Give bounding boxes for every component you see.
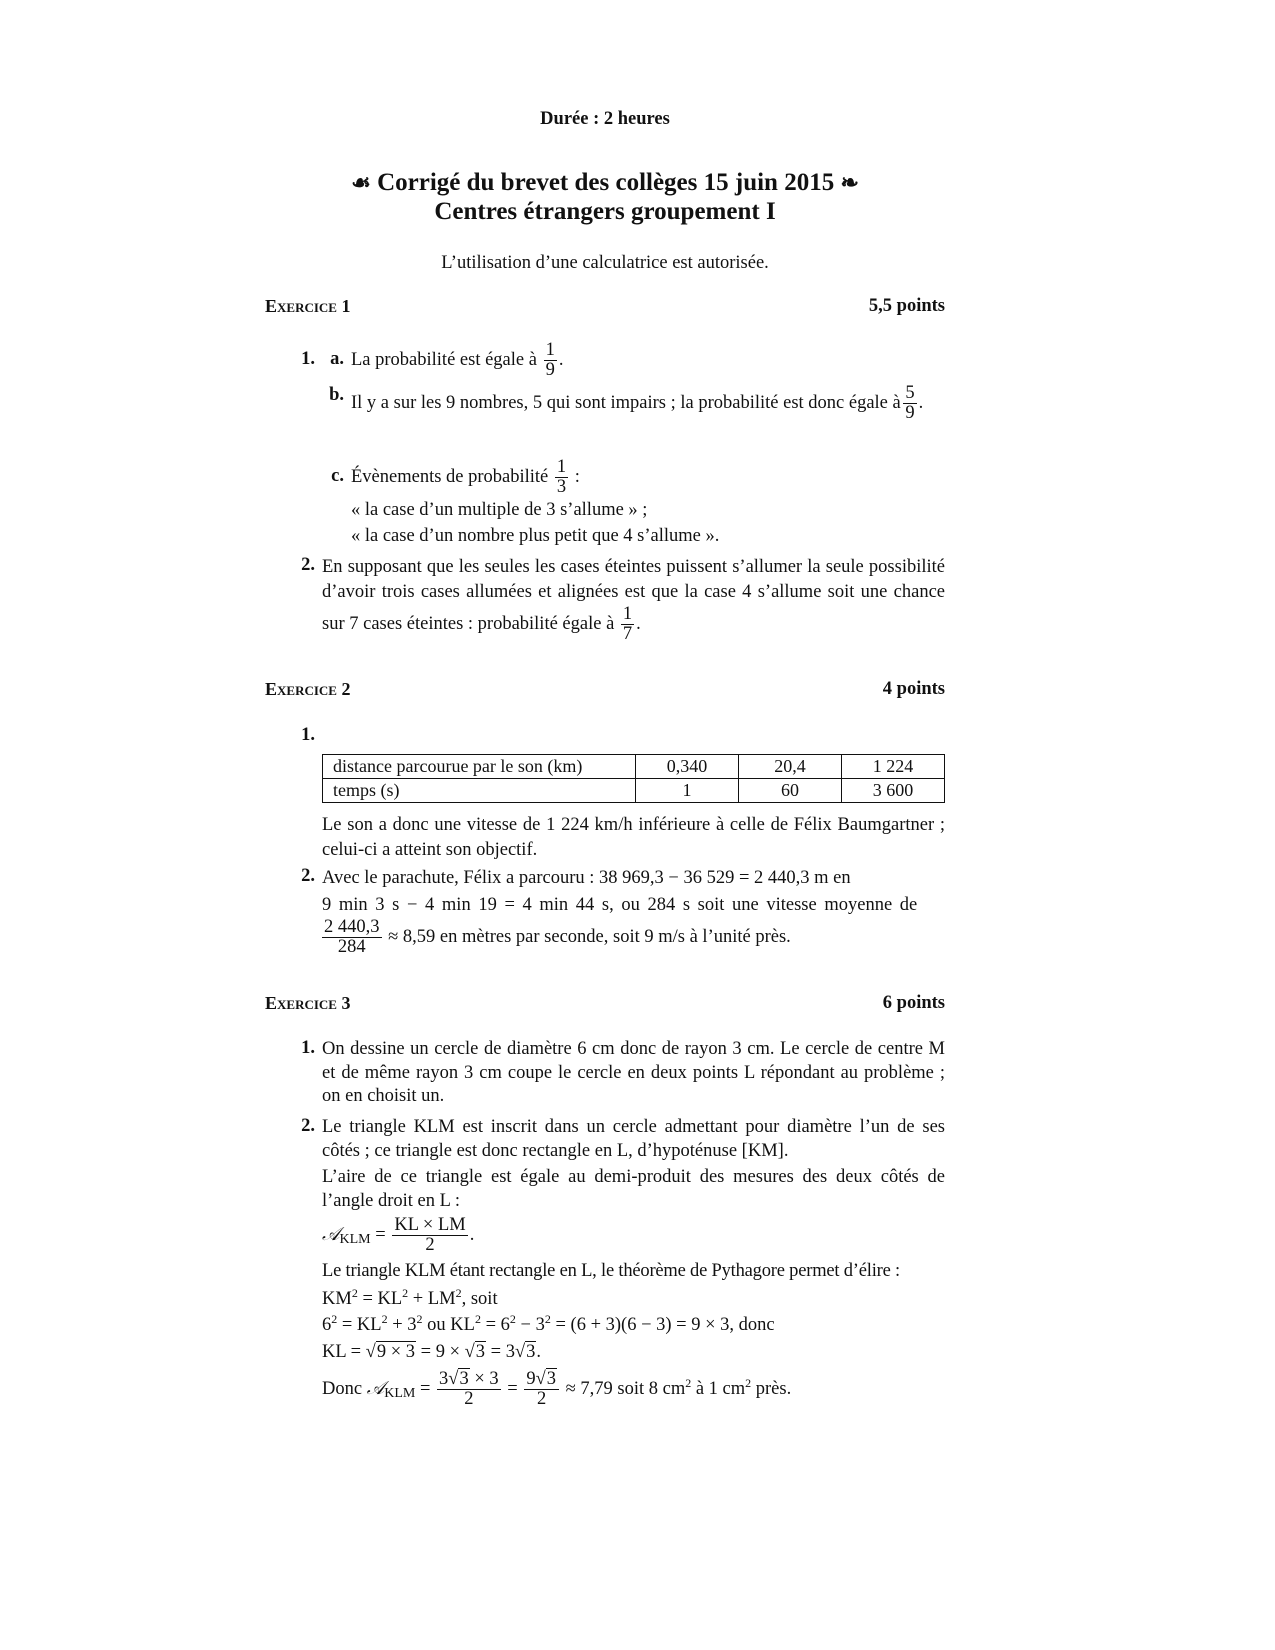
fraction	[392, 1216, 467, 1255]
table-cell: 20,4	[739, 755, 842, 779]
table-cell: 60	[739, 779, 842, 803]
fraction	[437, 1370, 501, 1409]
ornament-right-icon: ❧	[840, 170, 859, 195]
area-subscript: KLM	[339, 1232, 371, 1247]
table-cell: 3 600	[842, 779, 945, 803]
area-symbol: 𝒜	[322, 1224, 340, 1245]
fraction	[544, 341, 557, 380]
equation-1	[322, 1287, 945, 1312]
text-segment: KM	[322, 1289, 352, 1309]
question-number: 1.	[301, 1038, 315, 1058]
text-segment: 9	[526, 1369, 536, 1390]
table-cell: 1 224	[842, 755, 945, 779]
square-root: √9 × 3	[365, 1342, 416, 1362]
radicand: 3	[546, 1369, 556, 1390]
fraction	[621, 605, 634, 644]
denominator: 9	[545, 360, 555, 381]
exercise-1-heading	[265, 296, 945, 317]
numerator: 1	[556, 457, 567, 478]
equals: =	[507, 1379, 518, 1399]
exercise-points: 6 points	[882, 993, 945, 1013]
text-segment: = KL	[337, 1315, 382, 1335]
event-2: « la case d’un nombre plus petit que 4 s’allume ».	[351, 526, 720, 546]
text-segment: Donc	[322, 1379, 363, 1399]
text-segment: = (6 + 3)(6 − 3) = 9 × 3, donc	[550, 1315, 775, 1335]
text-segment: KL =	[322, 1342, 362, 1362]
superscript: 2	[544, 1311, 551, 1326]
denominator: 3	[556, 477, 567, 498]
superscript: 2	[381, 1311, 388, 1326]
pythagore-text: Le triangle KLM étant rectangle en L, le théorème de Pythagore permet d’élire :	[322, 1261, 900, 1281]
text-segment: ou KL	[422, 1315, 475, 1335]
answer-text: En supposant que les seules les cases éteintes puissent s’allumer la seule possibilité d’avoir trois cases allumées et alignées est que la case 4 s’allume soit une chance sur 7 cases éteintes : probabilité égale à	[322, 557, 945, 634]
answer-text: Évènements de probabilité	[351, 467, 549, 487]
area-symbol: 𝒜	[366, 1378, 385, 1399]
answer-1c: Évènements de probabilité $\frac{1}{3}$ :	[351, 457, 580, 498]
area-explanation: L’aire de ce triangle est égale au demi-produit des mesures des deux côtés de l’angle droit en L :	[322, 1167, 945, 1211]
superscript: 2	[474, 1311, 481, 1326]
answer-text: Il y a sur les 9 nombres, 5 qui sont impairs ; la probabilité est donc égale à	[351, 392, 901, 413]
sub-question-label: a.	[330, 349, 344, 369]
answer-1b: Il y a sur les 9 nombres, 5 qui sont impairs ; la probabilité est donc égale à $\frac{5}{9}$ .	[351, 383, 924, 423]
table-cell: 1	[636, 779, 739, 803]
square-root: √3	[535, 1369, 556, 1390]
denominator: 2	[464, 1389, 474, 1410]
text-segment: = KL	[357, 1289, 403, 1309]
exercise-title: Exercice 1	[265, 296, 351, 316]
text-segment: près.	[751, 1379, 792, 1399]
superscript: 2	[455, 1285, 462, 1300]
superscript: 2	[416, 1311, 423, 1326]
text-segment: + LM	[408, 1289, 456, 1309]
sub-question-label: b.	[329, 385, 344, 405]
event-1: « la case d’un multiple de 3 s’allume » ;	[351, 500, 648, 520]
question-number: 2.	[301, 866, 315, 886]
title-line-1: Corrigé du brevet des collèges 15 juin 2015	[377, 169, 835, 196]
numerator	[524, 1370, 559, 1390]
fraction	[555, 458, 568, 497]
equation-2	[322, 1313, 945, 1338]
question-number: 1.	[301, 725, 315, 745]
area-formula: 𝒜KLM = $\frac{KL \times LM}{2}$ .	[322, 1215, 475, 1256]
table-row	[323, 755, 945, 779]
answer-2-line-3	[322, 914, 945, 960]
numerator: KL × LM	[394, 1215, 466, 1236]
denominator: 7	[622, 624, 633, 644]
duration: Durée : 2 heures	[540, 109, 670, 129]
sub-question-label: c.	[331, 466, 344, 486]
square-root: √3	[448, 1369, 469, 1390]
text-segment: × 3	[474, 1369, 499, 1390]
radicand: 3	[459, 1369, 469, 1390]
ornament-left-icon: ☙	[351, 170, 371, 195]
square-root: √3	[464, 1342, 486, 1362]
final-tail	[565, 1375, 792, 1399]
radicand: 9 × 3	[376, 1342, 416, 1362]
text-segment: à 1 cm	[691, 1379, 746, 1399]
text-segment: , soit	[461, 1289, 498, 1309]
text-segment: = 3	[490, 1342, 515, 1362]
denominator: 9	[905, 403, 915, 423]
exercise-2-heading	[265, 679, 945, 700]
exercise-3-heading	[265, 993, 945, 1014]
question-number: 2.	[301, 555, 315, 575]
superscript: 2	[745, 1375, 752, 1390]
fraction	[322, 918, 382, 957]
superscript: 2	[509, 1311, 516, 1326]
answer-text: ≈ 8,59 en mètres par seconde, soit 9 m/s à l’unité près.	[388, 927, 791, 947]
numerator: 2 440,3	[324, 917, 380, 938]
answer-1: On dessine un cercle de diamètre 6 cm donc de rayon 3 cm. Le cercle de centre M et de même rayon 3 cm coupe le cercle en deux points L répondant au problème ; on en choisit un.	[322, 1039, 945, 1106]
superscript: 2	[331, 1311, 338, 1326]
answer-1a: La probabilité est égale à $\frac{1}{9}$ .	[351, 340, 564, 381]
table-cell: 0,340	[636, 755, 739, 779]
equals: =	[419, 1379, 431, 1399]
superscript: 2	[685, 1375, 692, 1390]
area-subscript: KLM	[384, 1386, 416, 1401]
fraction	[903, 384, 916, 423]
answer-text: La probabilité est égale à	[351, 350, 537, 370]
numerator: 1	[545, 340, 555, 361]
equation-3: KL = √9 × 3 = 9 × √3 = 3√3.	[322, 1340, 945, 1365]
table-cell: temps (s)	[323, 779, 636, 803]
final-result	[322, 1366, 962, 1417]
denominator: 2	[537, 1389, 547, 1410]
text-segment: 3	[439, 1369, 449, 1390]
text-segment: 6	[322, 1315, 332, 1335]
superscript: 2	[402, 1285, 409, 1300]
square-root: √3	[514, 1342, 536, 1362]
title-line-2: Centres étrangers groupement I	[434, 198, 776, 225]
text-segment: = 6	[480, 1315, 510, 1335]
table-cell: distance parcourue par le son (km)	[323, 755, 636, 779]
exercise-title: Exercice 2	[265, 679, 351, 699]
answer-2-line-2: 9 min 3 s − 4 min 19 = 4 min 44 s, ou 284 s soit une vitesse moyenne de	[322, 895, 918, 915]
radicand: 3	[475, 1342, 486, 1362]
text-segment: = 9 ×	[420, 1342, 461, 1362]
text-segment: + 3	[387, 1315, 417, 1335]
answer-2-text: Le triangle KLM est inscrit dans un cercle admettant pour diamètre l’un de ses côtés ; ce triangle est donc rectangle en L, d’hypoténuse [KM].	[322, 1117, 945, 1161]
question-number: 1.	[301, 349, 315, 369]
numerator	[437, 1370, 501, 1390]
text-segment: − 3	[515, 1315, 545, 1335]
page-title	[0, 168, 1210, 226]
superscript: 2	[351, 1285, 358, 1300]
equals: =	[375, 1225, 386, 1245]
table-row	[323, 779, 945, 803]
answer-2-line-1: Avec le parachute, Félix a parcouru : 38 969,3 − 36 529 = 2 440,3 m en	[322, 868, 851, 888]
numerator: 5	[905, 383, 915, 403]
question-number: 2.	[301, 1116, 315, 1136]
answer-2: En supposant que les seules les cases éteintes puissent s’allumer la seule possibilité d’avoir trois cases allumées et alignées est que la case 4 s’allume soit une chance sur 7 cases éteintes : probabilité égale à $\frac{1}{7}$ .	[322, 557, 945, 644]
radicand: 3	[526, 1342, 536, 1362]
exercise-points: 5,5 points	[868, 296, 945, 316]
denominator: 2	[425, 1235, 435, 1256]
denominator: 284	[337, 937, 366, 958]
answer-1-text: Le son a donc une vitesse de 1 224 km/h inférieure à celle de Félix Baumgartner ; celui-ci a atteint son objectif.	[322, 815, 945, 860]
exercise-points: 4 points	[882, 679, 945, 699]
calculator-note: L’utilisation d’une calculatrice est autorisée.	[441, 253, 769, 273]
numerator: 1	[622, 604, 633, 624]
exercise-title: Exercice 3	[265, 993, 351, 1013]
distance-time-table	[322, 754, 945, 803]
fraction	[524, 1370, 559, 1409]
text-segment: ≈ 7,79 soit 8 cm	[565, 1379, 686, 1399]
